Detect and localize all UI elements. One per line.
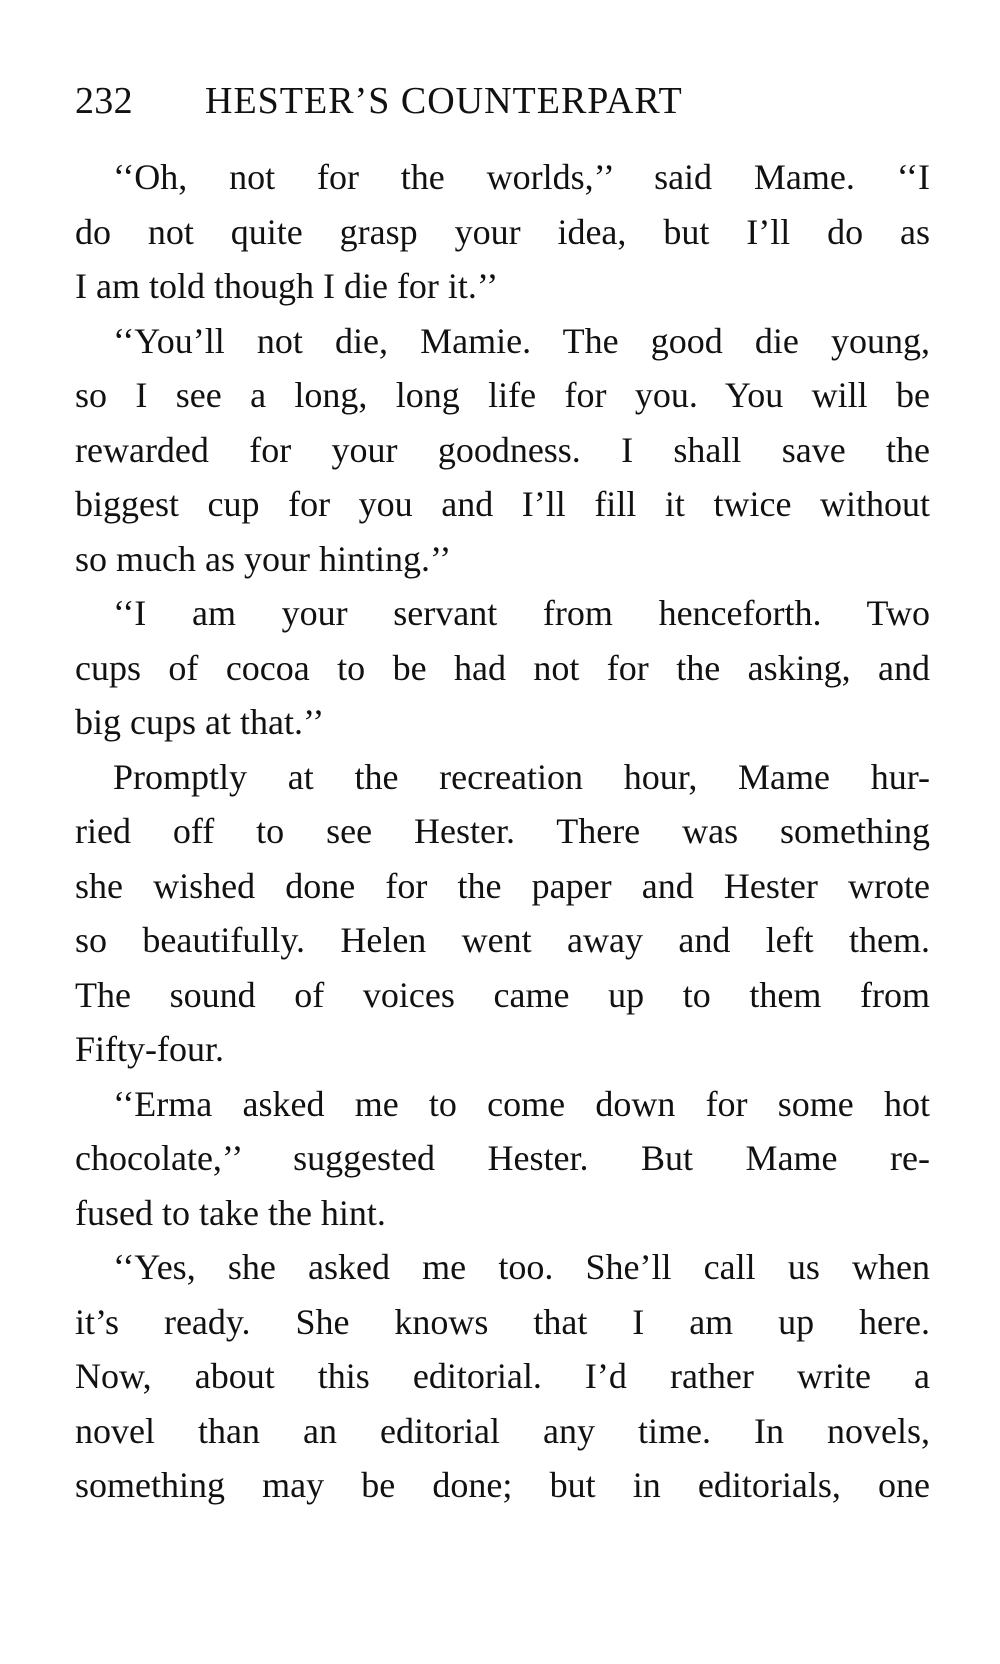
paragraph bbox=[75, 750, 930, 1077]
text-line: she wished done for the paper and Hester wrote bbox=[75, 865, 930, 906]
text-line: do not quite grasp your idea, but I’ll do as bbox=[75, 211, 930, 252]
text-line: so much as your hinting.’’ bbox=[75, 538, 452, 579]
text-line: Now, about this editorial. I’d rather write a bbox=[75, 1356, 930, 1396]
paragraph bbox=[75, 1240, 930, 1513]
paragraph bbox=[75, 1077, 930, 1241]
text-line: Promptly at the recreation hour, Mame hur- bbox=[113, 756, 930, 797]
text-line: cups of cocoa to be had not for the asking, and bbox=[75, 647, 930, 688]
text-line: ‘‘Yes, she asked me too. She’ll call us when bbox=[113, 1247, 930, 1287]
text-line: biggest cup for you and I’ll fill it twice without bbox=[75, 484, 930, 524]
running-head bbox=[75, 78, 683, 124]
text-line: chocolate,’’ suggested Hester. But Mame re- bbox=[75, 1138, 930, 1178]
paragraph bbox=[75, 150, 930, 314]
text-line: rewarded for your goodness. I shall save the bbox=[75, 429, 930, 470]
text-line: something may be done; but in editorials, one bbox=[75, 1465, 930, 1505]
body-text bbox=[75, 150, 930, 1513]
text-line: The sound of voices came up to them from bbox=[75, 974, 930, 1015]
text-line: ‘‘You’ll not die, Mamie. The good die young, bbox=[113, 320, 930, 361]
text-line: fused to take the hint. bbox=[75, 1192, 386, 1233]
text-line: ‘‘Oh, not for the worlds,’’ said Mame. ‘‘I bbox=[113, 157, 930, 197]
text-line: ‘‘Erma asked me to come down for some hot bbox=[113, 1083, 930, 1124]
text-line: it’s ready. She knows that I am up here. bbox=[75, 1301, 930, 1342]
paragraph bbox=[75, 586, 930, 750]
text-line: ried off to see Hester. There was something bbox=[75, 811, 930, 851]
text-line: so I see a long, long life for you. You will be bbox=[75, 375, 930, 415]
text-line: so beautifully. Helen went away and left them. bbox=[75, 920, 930, 960]
text-line: I am told though I die for it.’’ bbox=[75, 266, 499, 306]
text-line: ‘‘I am your servant from henceforth. Two bbox=[113, 593, 930, 633]
text-line: Fifty-four. bbox=[75, 1029, 224, 1069]
running-title: HESTER’S COUNTERPART bbox=[205, 80, 683, 122]
text-line: big cups at that.’’ bbox=[75, 702, 325, 742]
page-number: 232 bbox=[75, 80, 133, 122]
text-line: novel than an editorial any time. In novels, bbox=[75, 1410, 930, 1451]
paragraph bbox=[75, 314, 930, 587]
